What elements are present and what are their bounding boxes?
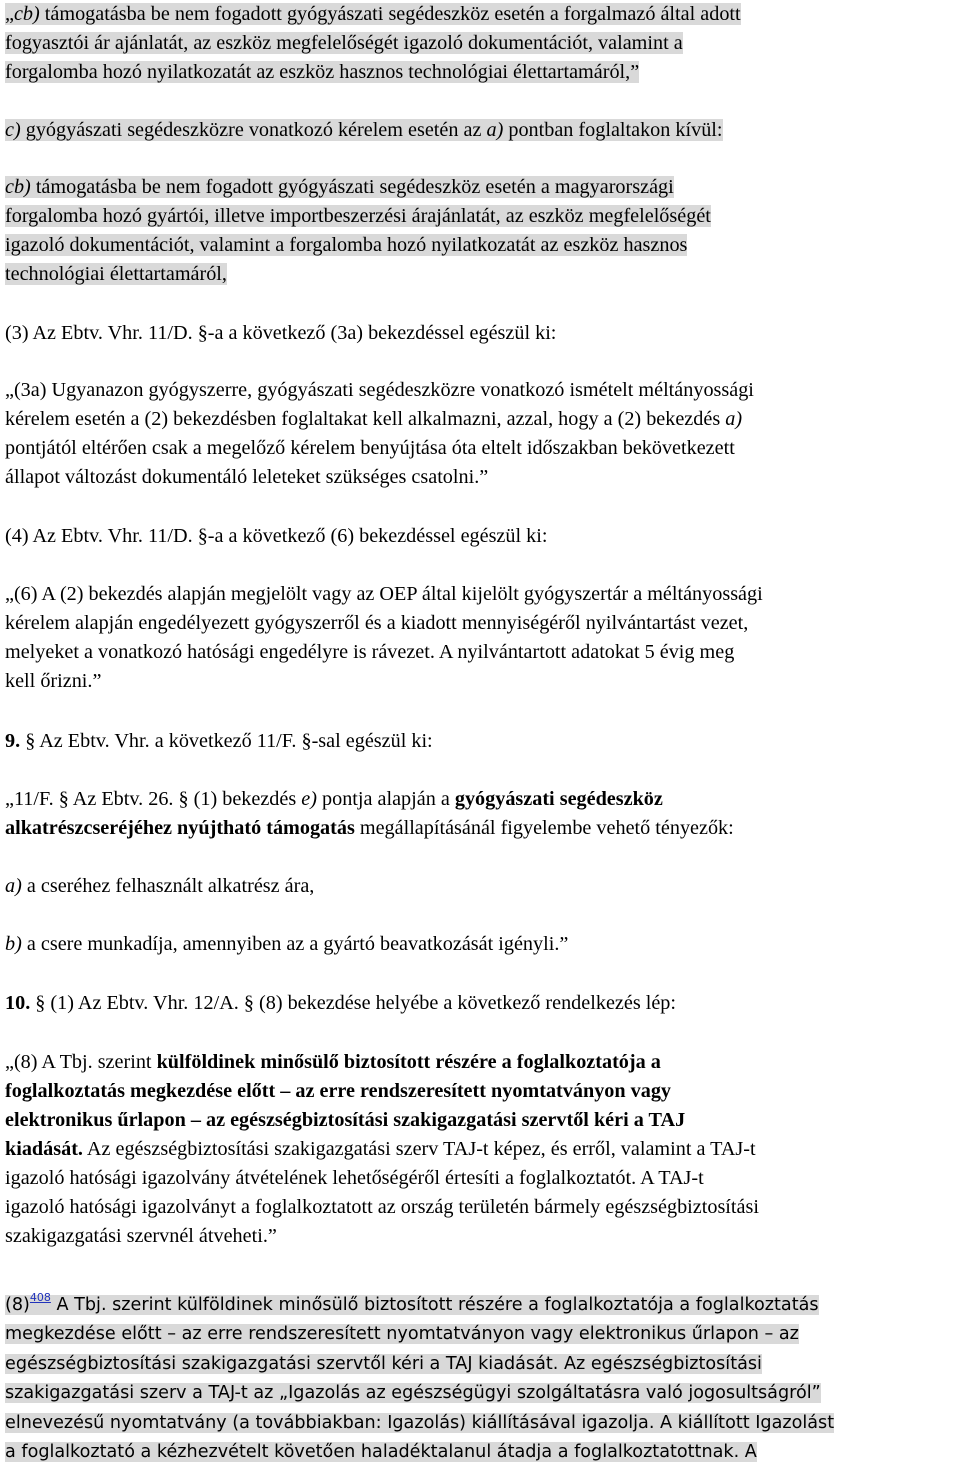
text: A Tbj. szerint külföldinek minősülő biztosított részére a foglalkoztatója a foglalkoztatás <box>50 1295 819 1315</box>
bold-text: elektronikus űrlapon – az egészségbiztosítási szakigazgatási szervtől kéri a TAJ <box>5 1109 686 1131</box>
paragraph-c <box>5 116 960 145</box>
text: a foglalkoztató a kézhezvételt követően haladéktalanul átadja a foglalkoztatottnak. A <box>5 1442 757 1463</box>
text: melyeket a vonatkozó hatósági engedélyre is rávezet. A nyilvántartott adatokat 5 évig meg <box>5 641 735 663</box>
section-9 <box>5 727 960 756</box>
paragraph-cb-forgalmazo <box>5 0 960 87</box>
text: forgalomba hozó nyilatkozatát az eszköz hasznos technológiai élettartamáról,” <box>5 61 640 83</box>
text: Az egészségbiztosítási szakigazgatási szerv TAJ-t képez, és erről, valamint a TAJ-t <box>82 1138 756 1160</box>
footnote-link[interactable]: 408 <box>29 1291 51 1304</box>
text: pontjától eltérően csak a megelőző kérelem benyújtása óta eltelt időszakban bekövetkezett <box>5 437 735 459</box>
text: § (1) Az Ebtv. Vhr. 12/A. § (8) bekezdése helyébe a következő rendelkezés lép: <box>30 992 676 1014</box>
paragraph-cb-magyarorszagi <box>5 173 960 289</box>
text: igazoló hatósági igazolvány átvételének lehetőségéről értesíti a foglalkoztatót. A TAJ-t <box>5 1167 704 1189</box>
bold-text: külföldinek minősülő biztosított részére a foglalkoztatója a <box>156 1051 661 1073</box>
paragraph-11F <box>5 785 960 843</box>
text: (4) Az Ebtv. Vhr. 11/D. §-a a következő (6) bekezdéssel egészül ki: <box>5 525 548 547</box>
text: kérelem alapján engedélyezett gyógyszerről és a kiadott mennyiségéről nyilvántartást vezet, <box>5 612 749 634</box>
bold-text: kiadását. <box>5 1138 83 1160</box>
item-b <box>5 930 960 959</box>
text: (8) <box>5 1295 30 1315</box>
text: „(3a) Ugyanazon gyógyszerre, gyógyászati segédeszközre vonatkozó ismételt méltányossági <box>5 379 754 401</box>
text: állapot változást dokumentáló leleteket szükséges csatolni.” <box>5 466 489 488</box>
paragraph-3a <box>5 376 960 492</box>
text: megállapításánál figyelembe vehető tényezők: <box>354 817 734 839</box>
bold-text: gyógyászati segédeszköz <box>454 788 663 810</box>
italic-label: a) <box>486 119 504 141</box>
paragraph-6 <box>5 580 960 696</box>
bold-text: alkatrészcseréjéhez nyújtható támogatás <box>5 817 355 839</box>
text: szakigazgatási szervnél átveheti.” <box>5 1225 277 1247</box>
item-a <box>5 872 960 901</box>
text: pontban foglaltakon kívül: <box>503 119 723 141</box>
text: § Az Ebtv. Vhr. a következő 11/F. §-sal egészül ki: <box>20 730 433 752</box>
text: a csere munkadíja, amennyiben az a gyártó beavatkozását igényli.” <box>21 933 569 955</box>
italic-label: a) <box>725 408 743 430</box>
text: megkezdése előtt – az erre rendszeresített nyomtatványon vagy elektronikus űrlapon – az <box>5 1324 799 1345</box>
paragraph-4 <box>5 522 960 551</box>
text: gyógyászati segédeszközre vonatkozó kérelem esetén az <box>20 119 487 141</box>
bold-text: foglalkoztatás megkezdése előtt – az erre rendszeresített nyomtatványon vagy <box>5 1080 672 1102</box>
text: „11/F. § Az Ebtv. 26. § (1) bekezdés <box>5 788 302 810</box>
text: kell őrizni.” <box>5 670 102 692</box>
section-number: 9. <box>5 730 21 752</box>
text: elnevezésű nyomtatvány (a továbbiakban: Igazolás) kiállításával igazolja. A kiállított Igazolást <box>5 1412 835 1433</box>
text: a cseréhez felhasznált alkatrész ára, <box>21 875 315 897</box>
italic-label: cb) <box>13 3 40 25</box>
paragraph-8-new <box>5 1048 960 1251</box>
text: technológiai élettartamáról, <box>5 263 227 285</box>
text: támogatásba be nem fogadott gyógyászati segédeszköz esetén a magyarországi <box>30 176 674 198</box>
text: kérelem esetén a (2) bekezdésben foglaltakat kell alkalmazni, azzal, hogy a (2) bekezdés <box>5 408 726 430</box>
text: forgalomba hozó gyártói, illetve importbeszerzési árajánlatát, az eszköz megfelelőségét <box>5 205 711 227</box>
text: „ <box>5 3 14 25</box>
text: támogatásba be nem fogadott gyógyászati segédeszköz esetén a forgalmazó által adott <box>39 3 741 25</box>
text: igazoló dokumentációt, valamint a forgalomba hozó nyilatkozatát az eszköz hasznos <box>5 234 688 256</box>
text: szakigazgatási szerv a TAJ-t az „Igazolás az egészségügyi szolgáltatásra való jogosultságról” <box>5 1383 821 1404</box>
text: pontja alapján a <box>316 788 455 810</box>
paragraph-8-footnote <box>5 1283 960 1467</box>
text: fogyasztói ár ajánlatát, az eszköz megfelelőségét igazoló dokumentációt, valamint a <box>5 32 683 54</box>
italic-label: e) <box>301 788 317 810</box>
text: egészségbiztosítási szakigazgatási szervtől kéri a TAJ kiadását. Az egészségbiztosítási <box>5 1353 762 1374</box>
text: (3) Az Ebtv. Vhr. 11/D. §-a a következő (3a) bekezdéssel egészül ki: <box>5 322 557 344</box>
italic-label: b) <box>5 933 22 955</box>
section-number: 10. <box>5 992 31 1014</box>
text: igazoló hatósági igazolványt a foglalkoztatott az ország területén bármely egészségbiztosítási <box>5 1196 759 1218</box>
italic-label: cb) <box>5 176 31 198</box>
text: „(6) A (2) bekezdés alapján megjelölt vagy az OEP által kijelölt gyógyszertár a méltányossági <box>5 583 763 605</box>
italic-label: c) <box>5 119 21 141</box>
paragraph-3 <box>5 319 960 348</box>
italic-label: a) <box>5 875 22 897</box>
section-10 <box>5 989 960 1018</box>
text: „(8) A Tbj. szerint <box>5 1051 157 1073</box>
